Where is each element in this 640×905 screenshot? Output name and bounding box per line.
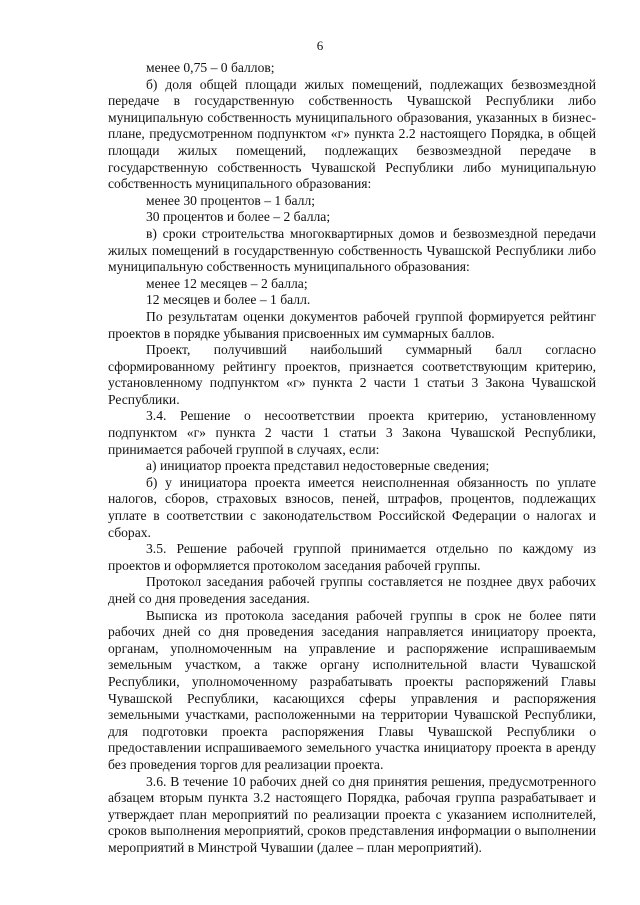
body-paragraph: 3.5. Решение рабочей группой принимается отдельно по каждому из проектов и оформляется протоколом заседания рабочей группы. — [108, 541, 596, 573]
body-paragraph: б) доля общей площади жилых помещений, подлежащих безвозмездной передаче в государственную собственность Чувашской Республики либо муниципальную собственность муниципального образования, указанных в бизнес-плане, предусмотренном подпунктом «г» пункта 2.2 настоящего Порядка, в общей площади жилых помещений, подлежащих безвозмездной передаче в государственную собственность Чувашской Республики либо муниципальную собственность муниципального образования: — [108, 76, 596, 192]
body-paragraph: По результатам оценки документов рабочей группой формируется рейтинг проектов в порядке убывания присвоенных им суммарных баллов. — [108, 308, 596, 341]
page-number: 6 — [316, 38, 324, 53]
document-body — [108, 60, 596, 857]
body-paragraph: 12 месяцев и более – 1 балл. — [146, 292, 311, 308]
body-paragraph: 3.6. В течение 10 рабочих дней со дня принятия решения, предусмотренного абзацем вторым пункта 3.2 настоящего Порядка, рабочая группа разрабатывает и утверждает план мероприятий по реализации проекта с указанием исполнителей, сроков выполнения мероприятий, сроков представления информации о выполнении мероприятий в Минстрой Чувашии (далее – план мероприятий). — [108, 773, 596, 855]
body-paragraph: 30 процентов и более – 2 балла; — [146, 209, 331, 225]
body-paragraph: 3.4. Решение о несоответствии проекта критерию, установленному подпунктом «г» пункта 2 части 1 статьи 3 Закона Чувашской Республики, принимается рабочей группой в случаях, если: — [108, 408, 596, 457]
body-paragraph: Проект, получивший наибольший суммарный балл согласно сформированному рейтингу проектов, признается соответствующим критерию, установленному подпунктом «г» пункта 2 части 1 статьи 3 Закона Чувашской Республики. — [108, 342, 596, 407]
body-paragraph: в) сроки строительства многоквартирных домов и безвозмездной передачи жилых помещений в государственную собственность Чувашской Республики либо муниципальную собственность муниципального образования: — [108, 225, 596, 275]
body-paragraph: менее 12 месяцев – 2 балла; — [146, 275, 308, 291]
body-paragraph: а) инициатор проекта представил недостоверные сведения; — [146, 458, 490, 474]
body-paragraph: менее 30 процентов – 1 балл; — [146, 192, 315, 208]
body-paragraph: б) у инициатора проекта имеется неисполненная обязанность по уплате налогов, сборов, страховых взносов, пеней, штрафов, процентов, подлежащих уплате в соответствии с законодательством Российской Федерации о налогах и сборах. — [108, 474, 596, 540]
body-paragraph: менее 0,75 – 0 баллов; — [146, 60, 275, 75]
body-paragraph: Протокол заседания рабочей группы составляется не позднее двух рабочих дней со дня проведения заседания. — [108, 574, 596, 606]
body-paragraph: Выписка из протокола заседания рабочей группы в срок не более пяти рабочих дней со дня проведения заседания направляется инициатору проекта, органам, уполномоченным на управление и распоряжение испрашиваемым земельным участком, а также органу исполнительной власти Чувашской Республики, уполномоченному разрабатывать проекты распоряжений Главы Чувашской Республики, касающихся сферы управления и распоряжения земельными участками, расположенными на территории Чувашской Республики, для подготовки проекта распоряжения Главы Чувашской Республики о предоставлении испрашиваемого земельного участка инициатору проекта в аренду без проведения торгов для реализации проекта. — [108, 607, 596, 772]
